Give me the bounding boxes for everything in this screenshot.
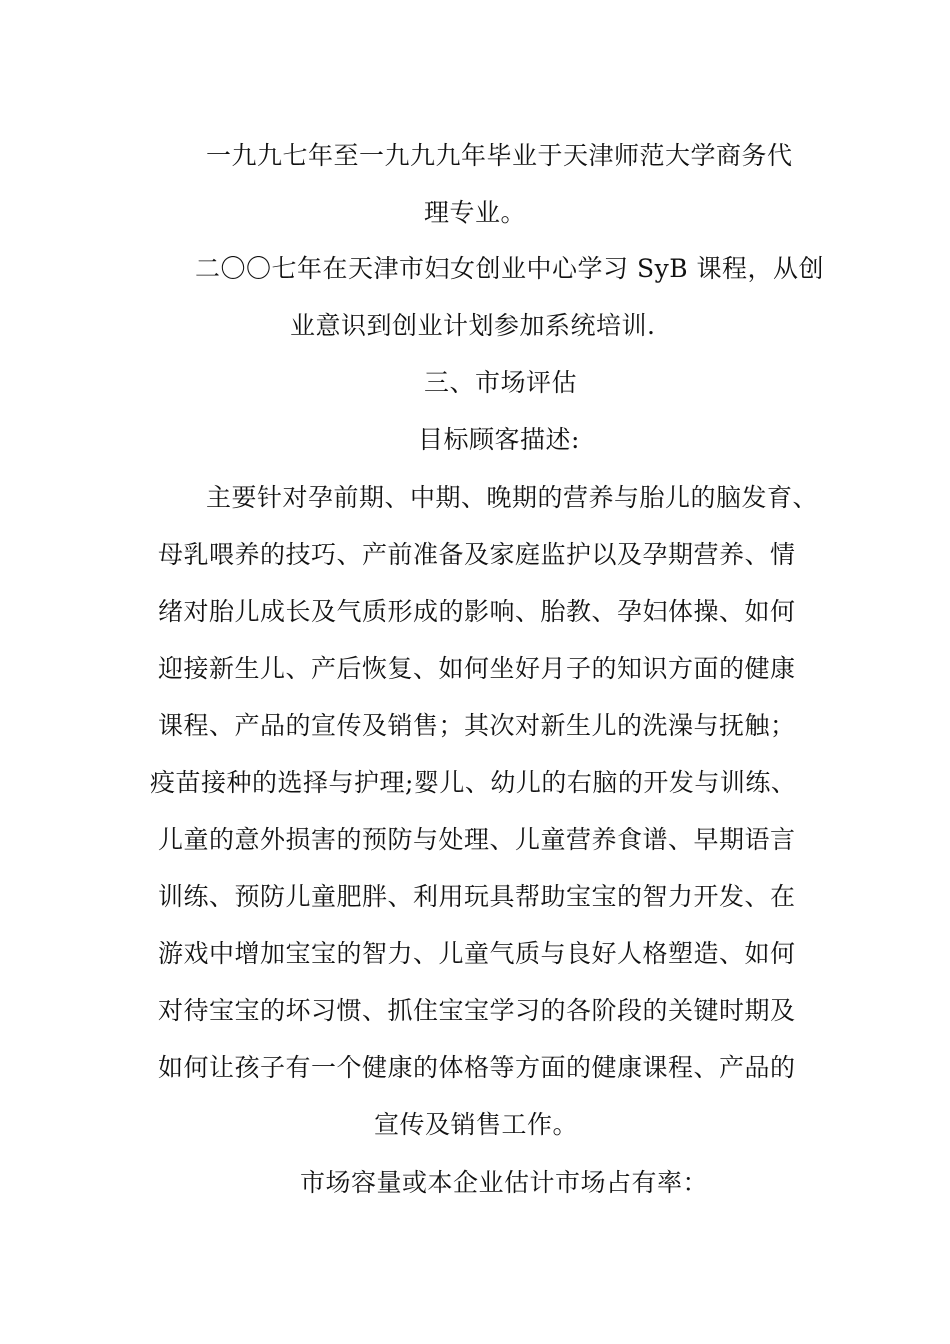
education-line-2: 理专业。 bbox=[424, 198, 527, 227]
paragraph-line: 对待宝宝的坏习惯、抓住宝宝学习的各阶段的关键时期及 bbox=[158, 996, 796, 1025]
paragraph-line: 如何让孩子有一个健康的体格等方面的健康课程、产品的 bbox=[158, 1053, 796, 1082]
training-line-1: 二〇〇七年在天津市妇女创业中心学习 SyB 课程，从创 bbox=[195, 254, 825, 283]
subheading-target-customers: 目标顾客描述: bbox=[418, 425, 580, 454]
training-line-2: 业意识到创业计划参加系统培训. bbox=[290, 311, 656, 340]
paragraph-line-last: 宣传及销售工作。 bbox=[374, 1110, 579, 1139]
paragraph-line: 迎接新生儿、产后恢复、如何坐好月子的知识方面的健康 bbox=[158, 654, 796, 683]
subheading-market-share: 市场容量或本企业估计市场占有率： bbox=[300, 1168, 709, 1197]
paragraph-line: 疫苗接种的选择与护理;婴儿、幼儿的右脑的开发与训练、 bbox=[150, 768, 797, 797]
paragraph-line: 游戏中增加宝宝的智力、儿童气质与良好人格塑造、如何 bbox=[158, 939, 796, 968]
paragraph-line: 主要针对孕前期、中期、晚期的营养与胎儿的脑发育、 bbox=[206, 483, 819, 512]
paragraph-line: 课程、产品的宣传及销售；其次对新生儿的洗澡与抚触； bbox=[158, 711, 796, 740]
paragraph-line: 儿童的意外损害的预防与处理、儿童营养食谱、早期语言 bbox=[158, 825, 796, 854]
paragraph-line: 训练、预防儿童肥胖、利用玩具帮助宝宝的智力开发、在 bbox=[158, 882, 796, 911]
education-line-1: 一九九七年至一九九九年毕业于天津师范大学商务代 bbox=[206, 141, 793, 170]
section-heading: 三、市场评估 bbox=[424, 368, 578, 397]
paragraph-line: 母乳喂养的技巧、产前准备及家庭监护以及孕期营养、情 bbox=[158, 540, 796, 569]
paragraph-line: 绪对胎儿成长及气质形成的影响、胎教、孕妇体操、如何 bbox=[158, 597, 796, 626]
